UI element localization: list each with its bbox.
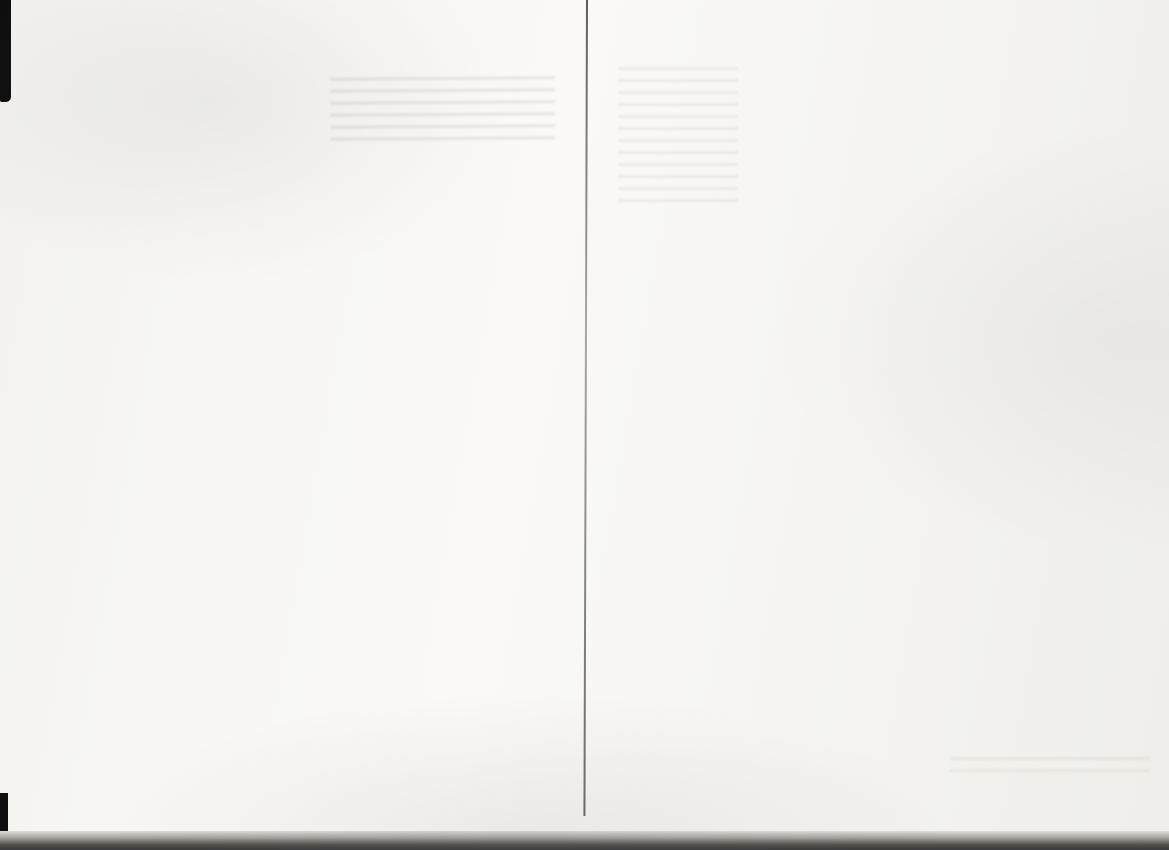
scan-edge-top-left [0,0,11,102]
bleedthrough-text-bottom-right [950,748,1150,776]
scan-bottom-shadow [0,831,1169,850]
lightcurve-chart [812,398,1169,730]
bleedthrough-text-right-page [618,58,738,208]
page-fold-seam [583,0,588,816]
bleedthrough-text-left-page [330,67,555,141]
